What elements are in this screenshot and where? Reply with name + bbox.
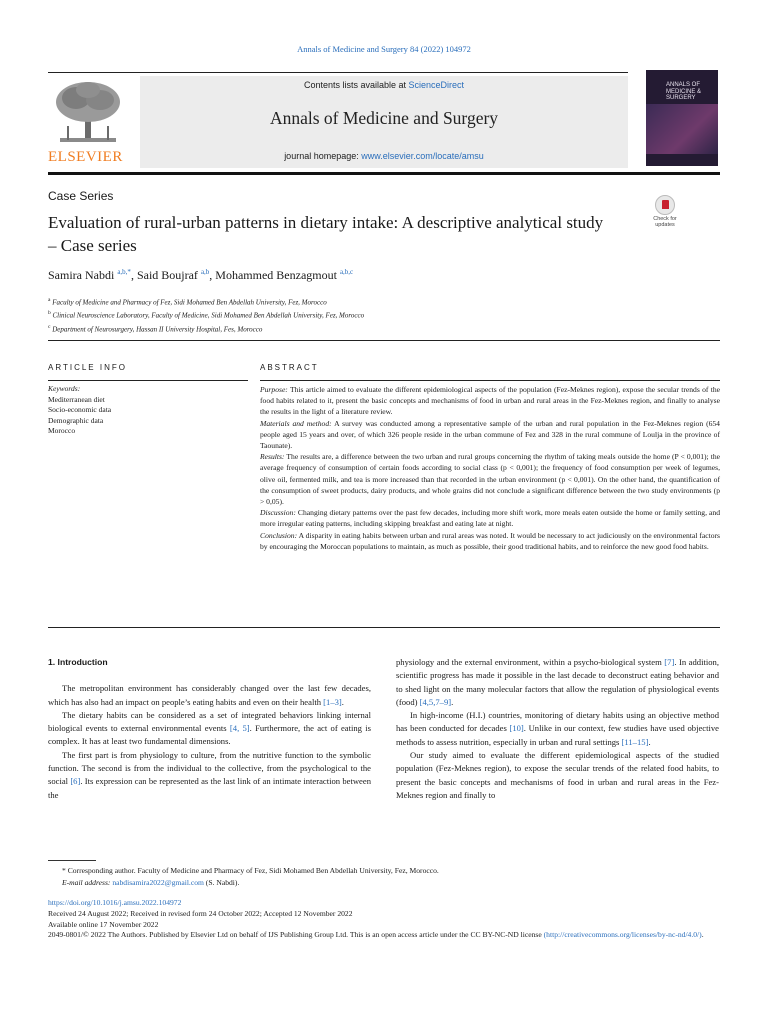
- email-note: [48, 877, 720, 889]
- keyword-item: Morocco: [48, 426, 76, 435]
- abstract-methods: [260, 418, 720, 452]
- masthead-bottom-rule: [48, 172, 720, 175]
- affiliation-item: [48, 322, 364, 335]
- doi-link[interactable]: https://doi.org/10.1016/j.amsu.2022.104972: [48, 898, 182, 907]
- journal-citation[interactable]: Annals of Medicine and Surgery 84 (2022) 104972: [297, 44, 471, 54]
- elsevier-wordmark: ELSEVIER: [48, 149, 123, 165]
- author-name[interactable]: Mohammed Benzagmout: [215, 268, 337, 282]
- abstract-text: The results are, a difference between the two urban and rural groups concerning the rhythm of taking meals outside the home (P < 0,001); the average frequency of consumption of certain foods according to social class (p < 0,001); the frequency of food consumption per week of legumes, olive oil, fermented milk, and tea is more increased than that recorded in the urban environment (p < 0,001). On the other hand, the quantification of the consumption of sweet products, dairy products, and whole grains did not conclude a significant difference between the two study environments (p > 0,05).: [260, 452, 720, 507]
- citation-link[interactable]: [10]: [509, 723, 524, 734]
- author-affil-sup[interactable]: a,b,c: [339, 268, 354, 276]
- abstract-label: Conclusion:: [260, 530, 298, 540]
- license-end: .: [701, 930, 704, 940]
- email-label: E-mail address:: [62, 878, 113, 887]
- abstract-purpose: [260, 384, 720, 418]
- abstract-heading: ABSTRACT: [260, 363, 319, 372]
- paper-title: Evaluation of rural-urban patterns in dietary intake: A descriptive analytical study – Case series: [48, 213, 604, 255]
- homepage-prefix: journal homepage:: [284, 151, 362, 161]
- body-text: . In addition, scientific progress has made it possible in the last decade to deconstruct eating behavior and to shed light on the many molecular factors that allow the regulation of physiological events (food): [396, 657, 719, 707]
- body-column-right: [396, 656, 719, 802]
- body-text: The dietary habits can be considered as a set of integrated behaviors linking internal biological events to external environmental events: [48, 709, 371, 734]
- author-list: Samira Nabdi $^{a,b,*}$, Said Boujraf $^{a,b}$, Mohammed Benzagmout $^{a,b,c}$: [48, 268, 354, 282]
- body-text: .: [341, 696, 344, 707]
- email-link[interactable]: nabdisamira2022@gmail.com: [112, 878, 204, 887]
- citation-link[interactable]: [4,5,7–9]: [419, 696, 452, 707]
- elsevier-logo[interactable]: [48, 76, 128, 168]
- citation-link[interactable]: [11–15]: [621, 736, 649, 747]
- author-name[interactable]: Samira Nabdi: [48, 268, 115, 282]
- check-updates-label: Check for updates: [653, 216, 677, 228]
- body-paragraph: [48, 709, 371, 749]
- elsevier-tree-icon: [48, 76, 128, 150]
- abstract-label: Materials and method:: [260, 418, 332, 428]
- citation-link[interactable]: [6]: [70, 776, 81, 787]
- corresponding-author-note: * Corresponding author. Faculty of Medicine and Pharmacy of Fez, Sidi Mohamed Ben Abdellah University, Fez, Morocco.: [62, 866, 439, 875]
- abstract-text: Changing dietary patterns over the past few decades, including more shift work, more meals eaten outside the home or family setting, and more irregular eating patterns, including skipping breakfast and eating late at night.: [260, 508, 720, 529]
- body-column-left: [48, 656, 371, 802]
- abstract-body: [260, 384, 720, 552]
- journal-info-box: [140, 76, 628, 168]
- footnotes: [48, 865, 720, 889]
- footnote-rule: [48, 860, 96, 861]
- abstract-text: A survey was conducted among a representative sample of the urban and rural population in the Fez-Meknes region (654 people aged 15 years and over, of which 326 people reside in the urban commune of Fez and 328 in the rural commune of Loulja in the province of Taounate).: [260, 418, 720, 451]
- body-text: The first part is from physiology to culture, from the nutritive function to the symbolic function. The second is from the individual to the collective, from the psychological to the social: [48, 749, 371, 787]
- affiliation-text: Department of Neurosurgery, Hassan II University Hospital, Fes, Morocco: [52, 324, 263, 333]
- abstract-rule: [260, 380, 720, 381]
- section-divider: [48, 340, 720, 341]
- available-online-date: Available online 17 November 2022: [48, 919, 159, 929]
- contents-prefix: Contents lists available at: [303, 80, 409, 90]
- check-updates-icon: [655, 195, 675, 215]
- body-paragraph: [48, 682, 371, 709]
- journal-title: Annals of Medicine and Surgery: [269, 108, 499, 128]
- email-suffix: (S. Nabdi).: [203, 878, 240, 887]
- author-affil-sup[interactable]: a,b,*: [117, 268, 131, 276]
- abstract-label: Discussion:: [260, 508, 296, 518]
- body-text: .: [451, 696, 454, 707]
- received-dates: Received 24 August 2022; Received in revised form 24 October 2022; Accepted 12 November 2022: [48, 908, 353, 918]
- affiliation-text: Faculty of Medicine and Pharmacy of Fez, Sidi Mohamed Ben Abdellah University, Fez, Morocco: [52, 298, 327, 307]
- keyword-item: Demographic data: [48, 415, 104, 425]
- affiliation-item: [48, 308, 364, 321]
- affiliation-sup: c: [48, 323, 51, 330]
- keywords-block: [48, 384, 248, 437]
- abstract-label: Purpose:: [260, 385, 288, 394]
- journal-cover-thumbnail[interactable]: [646, 70, 718, 166]
- abstract-label: Results:: [260, 452, 285, 462]
- citation-link[interactable]: [7]: [664, 657, 675, 667]
- body-paragraph: [48, 749, 371, 802]
- license-statement: [48, 930, 720, 941]
- journal-masthead: [48, 70, 720, 170]
- cover-art: [646, 104, 718, 154]
- abstract-end-rule: [48, 627, 720, 628]
- masthead-top-rule: [48, 72, 628, 73]
- contents-line: [140, 80, 628, 90]
- article-metadata-footer: [48, 898, 720, 941]
- body-text: .: [648, 736, 651, 747]
- citation-link[interactable]: [1–3]: [323, 696, 342, 707]
- check-for-updates-button[interactable]: [645, 195, 685, 231]
- body-text: . Its expression can be represented as the last link of an intimate interaction between the: [48, 776, 371, 800]
- author-affil-sup[interactable]: a,b: [200, 268, 210, 276]
- citation-link[interactable]: [4, 5]: [229, 723, 250, 734]
- affiliation-text: Clinical Neuroscience Laboratory, Faculty of Medicine, Sidi Mohamed Ben Abdellah University, Fez, Morocco: [52, 311, 365, 320]
- body-text: . Unlike in our context, few studies have used objective methods to assess nutrition, especially in urban and rural settings: [396, 723, 719, 747]
- keyword-item: Socio-economic data: [48, 405, 112, 414]
- abstract-discussion: [260, 507, 720, 529]
- body-paragraph: [396, 709, 719, 749]
- article-info-heading: ARTICLE INFO: [48, 363, 127, 372]
- affiliation-sup: b: [48, 310, 51, 317]
- affiliation-item: [48, 295, 364, 308]
- sciencedirect-link[interactable]: ScienceDirect: [408, 80, 465, 90]
- body-text: In high-income (H.I.) countries, monitoring of dietary habits using an objective method has been conducted for decades: [396, 710, 719, 734]
- body-paragraph: [396, 749, 719, 802]
- keywords-label: Keywords:: [48, 384, 81, 393]
- abstract-text: A disparity in eating habits between urban and rural areas was noted. It would be necessary to act judiciously on the environmental factors by encouraging the Moroccan populations to maintain, as much as possible, their good traditional habits, and to reinforce the new good food habits.: [260, 530, 720, 551]
- license-text: 2049-0801/© 2022 The Authors. Published by Elsevier Ltd on behalf of IJS Publishing Group Ltd. This is an open access article under the CC BY-NC-ND license: [48, 930, 542, 940]
- article-info-rule: [48, 380, 248, 381]
- body-text: . Furthermore, the act of eating is complex. It has at least two fundamental dimensions.: [48, 723, 371, 747]
- body-text: Our study aimed to evaluate the different epidemiological aspects of the studied population (Fez-Meknes region), to expose the secular trends of the related food habits, to present the basic concepts and mechanisms of food in urban and rural areas in the Fez-Meknes region and finally to: [396, 750, 719, 800]
- article-type: Case Series: [48, 189, 114, 203]
- author-name[interactable]: Said Boujraf: [136, 268, 198, 282]
- body-text: physiology and the external environment, within a psycho-biological system: [396, 657, 665, 667]
- homepage-line: [140, 151, 628, 161]
- journal-homepage-link[interactable]: www.elsevier.com/locate/amsu: [361, 151, 484, 161]
- abstract-text: This article aimed to evaluate the different epidemiological aspects of the population (Fez-Meknes region), expose the secular trends of the food habits related to it, present the basic concepts and mechanisms of food in urban and rural areas in the Fez-Meknes region, and finally to analyse the results in the light of a literature review.: [260, 385, 720, 417]
- section-heading-introduction: 1. Introduction: [48, 657, 108, 667]
- affiliation-sup: a: [48, 297, 51, 303]
- keyword-item: Mediterranean diet: [48, 394, 105, 404]
- affiliations: [48, 295, 364, 335]
- license-link[interactable]: (http://creativecommons.org/licenses/by-nc-nd/4.0/): [543, 930, 702, 940]
- cover-title: ANNALS OF MEDICINE & SURGERY: [666, 82, 702, 101]
- abstract-results: [260, 451, 720, 507]
- body-text: The metropolitan environment has considerably changed over the last few decades, which has also had an impact on people’s eating habits and even on their health: [48, 683, 371, 707]
- body-paragraph: [396, 656, 719, 709]
- abstract-conclusion: [260, 530, 720, 552]
